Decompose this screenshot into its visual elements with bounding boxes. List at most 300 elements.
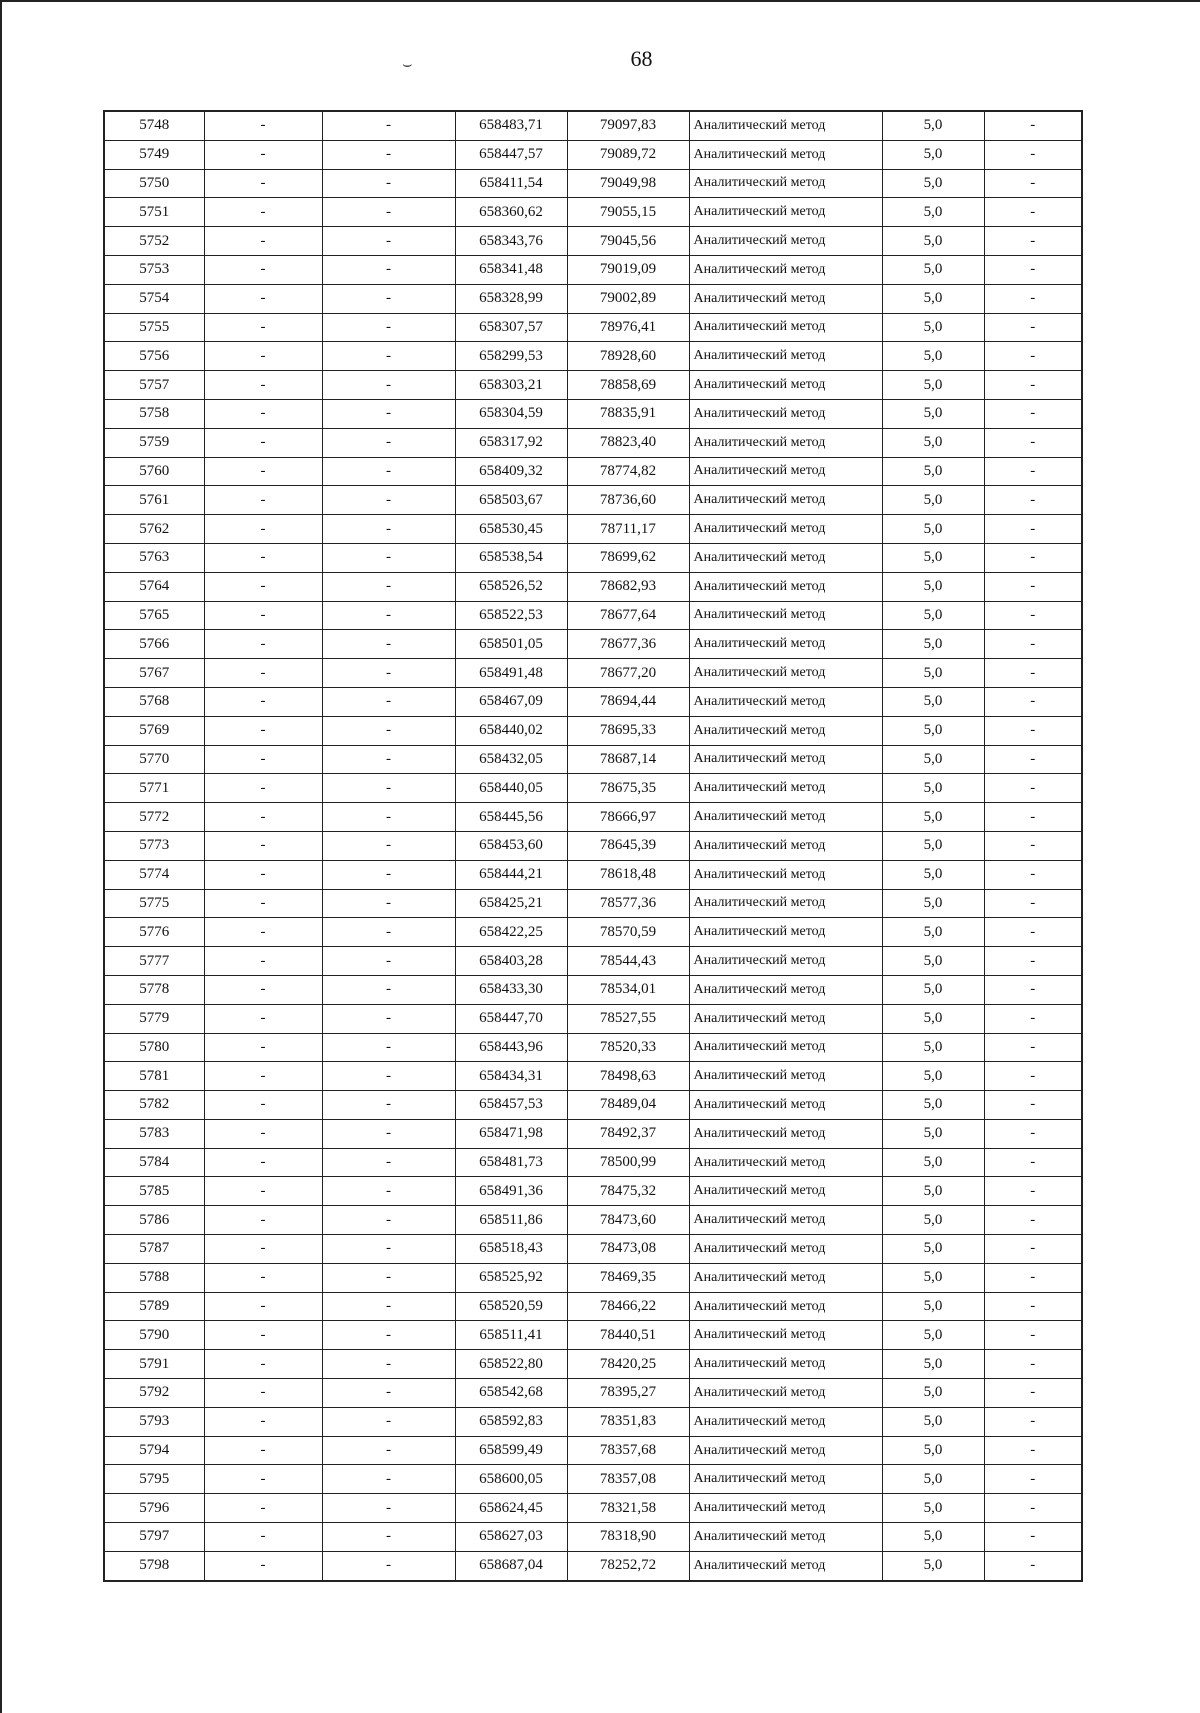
x-old-cell: - xyxy=(204,1292,322,1321)
x-old-cell: - xyxy=(204,1235,322,1264)
table-row xyxy=(104,630,1082,659)
x-coordinate-cell: 658600,05 xyxy=(455,1465,567,1494)
x-coordinate-cell: 658299,53 xyxy=(455,342,567,371)
method-cell: Аналитический метод xyxy=(689,111,882,140)
y-old-cell: - xyxy=(322,1465,455,1494)
y-coordinate-cell: 78928,60 xyxy=(567,342,689,371)
accuracy-cell: 5,0 xyxy=(882,1062,984,1091)
y-old-cell: - xyxy=(322,111,455,140)
point-number-cell: 5794 xyxy=(104,1436,204,1465)
point-number-cell: 5761 xyxy=(104,486,204,515)
description-cell: - xyxy=(984,1235,1082,1264)
accuracy-cell: 5,0 xyxy=(882,543,984,572)
method-cell: Аналитический метод xyxy=(689,572,882,601)
accuracy-cell: 5,0 xyxy=(882,169,984,198)
y-old-cell: - xyxy=(322,198,455,227)
table-row xyxy=(104,687,1082,716)
y-old-cell: - xyxy=(322,227,455,256)
table-row xyxy=(104,1235,1082,1264)
point-number-cell: 5749 xyxy=(104,140,204,169)
point-number-cell: 5795 xyxy=(104,1465,204,1494)
x-old-cell: - xyxy=(204,1551,322,1580)
method-cell: Аналитический метод xyxy=(689,1321,882,1350)
description-cell: - xyxy=(984,1119,1082,1148)
table-row xyxy=(104,1091,1082,1120)
table-row xyxy=(104,803,1082,832)
accuracy-cell: 5,0 xyxy=(882,975,984,1004)
table-row xyxy=(104,1004,1082,1033)
x-old-cell: - xyxy=(204,889,322,918)
method-cell: Аналитический метод xyxy=(689,486,882,515)
x-coordinate-cell: 658501,05 xyxy=(455,630,567,659)
method-cell: Аналитический метод xyxy=(689,947,882,976)
y-coordinate-cell: 78699,62 xyxy=(567,543,689,572)
table-row xyxy=(104,1177,1082,1206)
y-coordinate-cell: 78976,41 xyxy=(567,313,689,342)
description-cell: - xyxy=(984,918,1082,947)
description-cell: - xyxy=(984,1523,1082,1552)
x-coordinate-cell: 658440,02 xyxy=(455,716,567,745)
y-old-cell: - xyxy=(322,889,455,918)
description-cell: - xyxy=(984,543,1082,572)
accuracy-cell: 5,0 xyxy=(882,687,984,716)
description-cell: - xyxy=(984,198,1082,227)
y-old-cell: - xyxy=(322,1004,455,1033)
y-coordinate-cell: 79002,89 xyxy=(567,284,689,313)
x-coordinate-cell: 658433,30 xyxy=(455,975,567,1004)
description-cell: - xyxy=(984,1465,1082,1494)
method-cell: Аналитический метод xyxy=(689,1062,882,1091)
accuracy-cell: 5,0 xyxy=(882,1119,984,1148)
x-old-cell: - xyxy=(204,572,322,601)
y-coordinate-cell: 78544,43 xyxy=(567,947,689,976)
y-coordinate-cell: 78466,22 xyxy=(567,1292,689,1321)
point-number-cell: 5786 xyxy=(104,1206,204,1235)
y-old-cell: - xyxy=(322,1523,455,1552)
y-old-cell: - xyxy=(322,1263,455,1292)
y-old-cell: - xyxy=(322,169,455,198)
accuracy-cell: 5,0 xyxy=(882,1407,984,1436)
method-cell: Аналитический метод xyxy=(689,342,882,371)
method-cell: Аналитический метод xyxy=(689,1436,882,1465)
x-old-cell: - xyxy=(204,255,322,284)
y-old-cell: - xyxy=(322,543,455,572)
y-coordinate-cell: 78666,97 xyxy=(567,803,689,832)
table-row xyxy=(104,716,1082,745)
x-old-cell: - xyxy=(204,140,322,169)
description-cell: - xyxy=(984,1350,1082,1379)
x-coordinate-cell: 658317,92 xyxy=(455,428,567,457)
method-cell: Аналитический метод xyxy=(689,399,882,428)
table-row xyxy=(104,140,1082,169)
accuracy-cell: 5,0 xyxy=(882,1523,984,1552)
y-coordinate-cell: 78492,37 xyxy=(567,1119,689,1148)
method-cell: Аналитический метод xyxy=(689,255,882,284)
y-coordinate-cell: 79049,98 xyxy=(567,169,689,198)
y-old-cell: - xyxy=(322,399,455,428)
x-coordinate-cell: 658425,21 xyxy=(455,889,567,918)
y-coordinate-cell: 78351,83 xyxy=(567,1407,689,1436)
x-coordinate-cell: 658445,56 xyxy=(455,803,567,832)
method-cell: Аналитический метод xyxy=(689,774,882,803)
y-coordinate-cell: 78687,14 xyxy=(567,745,689,774)
accuracy-cell: 5,0 xyxy=(882,313,984,342)
x-coordinate-cell: 658467,09 xyxy=(455,687,567,716)
method-cell: Аналитический метод xyxy=(689,169,882,198)
y-old-cell: - xyxy=(322,860,455,889)
accuracy-cell: 5,0 xyxy=(882,399,984,428)
y-old-cell: - xyxy=(322,1379,455,1408)
table-row xyxy=(104,1465,1082,1494)
x-old-cell: - xyxy=(204,1436,322,1465)
x-old-cell: - xyxy=(204,1379,322,1408)
table-row xyxy=(104,169,1082,198)
description-cell: - xyxy=(984,774,1082,803)
x-coordinate-cell: 658687,04 xyxy=(455,1551,567,1580)
point-number-cell: 5797 xyxy=(104,1523,204,1552)
y-coordinate-cell: 78527,55 xyxy=(567,1004,689,1033)
x-coordinate-cell: 658343,76 xyxy=(455,227,567,256)
y-old-cell: - xyxy=(322,515,455,544)
method-cell: Аналитический метод xyxy=(689,975,882,1004)
x-old-cell: - xyxy=(204,284,322,313)
x-coordinate-cell: 658518,43 xyxy=(455,1235,567,1264)
point-number-cell: 5764 xyxy=(104,572,204,601)
x-coordinate-cell: 658447,57 xyxy=(455,140,567,169)
x-coordinate-cell: 658411,54 xyxy=(455,169,567,198)
description-cell: - xyxy=(984,1379,1082,1408)
description-cell: - xyxy=(984,745,1082,774)
x-coordinate-cell: 658444,21 xyxy=(455,860,567,889)
y-old-cell: - xyxy=(322,1321,455,1350)
y-old-cell: - xyxy=(322,284,455,313)
accuracy-cell: 5,0 xyxy=(882,515,984,544)
point-number-cell: 5755 xyxy=(104,313,204,342)
description-cell: - xyxy=(984,1004,1082,1033)
y-old-cell: - xyxy=(322,975,455,1004)
y-old-cell: - xyxy=(322,1235,455,1264)
x-old-cell: - xyxy=(204,515,322,544)
point-number-cell: 5781 xyxy=(104,1062,204,1091)
description-cell: - xyxy=(984,515,1082,544)
y-coordinate-cell: 78694,44 xyxy=(567,687,689,716)
y-coordinate-cell: 78858,69 xyxy=(567,371,689,400)
accuracy-cell: 5,0 xyxy=(882,947,984,976)
x-coordinate-cell: 658304,59 xyxy=(455,399,567,428)
description-cell: - xyxy=(984,1091,1082,1120)
table-row xyxy=(104,1379,1082,1408)
x-old-cell: - xyxy=(204,860,322,889)
table-row xyxy=(104,1321,1082,1350)
y-coordinate-cell: 78577,36 xyxy=(567,889,689,918)
y-old-cell: - xyxy=(322,342,455,371)
point-number-cell: 5767 xyxy=(104,659,204,688)
table-row xyxy=(104,1033,1082,1062)
y-coordinate-cell: 78473,60 xyxy=(567,1206,689,1235)
y-old-cell: - xyxy=(322,659,455,688)
y-coordinate-cell: 78774,82 xyxy=(567,457,689,486)
y-old-cell: - xyxy=(322,1551,455,1580)
x-old-cell: - xyxy=(204,1004,322,1033)
description-cell: - xyxy=(984,975,1082,1004)
page-number-text: 68 xyxy=(630,46,653,71)
method-cell: Аналитический метод xyxy=(689,1494,882,1523)
point-number-cell: 5763 xyxy=(104,543,204,572)
scan-mark: ⌣ xyxy=(402,56,413,73)
method-cell: Аналитический метод xyxy=(689,1407,882,1436)
table-row xyxy=(104,831,1082,860)
description-cell: - xyxy=(984,831,1082,860)
accuracy-cell: 5,0 xyxy=(882,1551,984,1580)
point-number-cell: 5751 xyxy=(104,198,204,227)
table-row xyxy=(104,572,1082,601)
y-coordinate-cell: 78252,72 xyxy=(567,1551,689,1580)
accuracy-cell: 5,0 xyxy=(882,601,984,630)
x-coordinate-cell: 658599,49 xyxy=(455,1436,567,1465)
y-old-cell: - xyxy=(322,745,455,774)
accuracy-cell: 5,0 xyxy=(882,1206,984,1235)
method-cell: Аналитический метод xyxy=(689,1206,882,1235)
point-number-cell: 5753 xyxy=(104,255,204,284)
point-number-cell: 5779 xyxy=(104,1004,204,1033)
y-old-cell: - xyxy=(322,601,455,630)
method-cell: Аналитический метод xyxy=(689,659,882,688)
y-old-cell: - xyxy=(322,255,455,284)
x-old-cell: - xyxy=(204,687,322,716)
point-number-cell: 5750 xyxy=(104,169,204,198)
x-coordinate-cell: 658491,48 xyxy=(455,659,567,688)
y-coordinate-cell: 79019,09 xyxy=(567,255,689,284)
point-number-cell: 5760 xyxy=(104,457,204,486)
description-cell: - xyxy=(984,371,1082,400)
x-coordinate-cell: 658511,41 xyxy=(455,1321,567,1350)
x-old-cell: - xyxy=(204,399,322,428)
accuracy-cell: 5,0 xyxy=(882,774,984,803)
table-row xyxy=(104,1263,1082,1292)
y-coordinate-cell: 78835,91 xyxy=(567,399,689,428)
accuracy-cell: 5,0 xyxy=(882,1177,984,1206)
accuracy-cell: 5,0 xyxy=(882,572,984,601)
accuracy-cell: 5,0 xyxy=(882,255,984,284)
y-old-cell: - xyxy=(322,1436,455,1465)
x-coordinate-cell: 658483,71 xyxy=(455,111,567,140)
description-cell: - xyxy=(984,140,1082,169)
accuracy-cell: 5,0 xyxy=(882,716,984,745)
x-coordinate-cell: 658522,80 xyxy=(455,1350,567,1379)
y-old-cell: - xyxy=(322,1091,455,1120)
y-coordinate-cell: 78682,93 xyxy=(567,572,689,601)
description-cell: - xyxy=(984,1033,1082,1062)
point-number-cell: 5785 xyxy=(104,1177,204,1206)
accuracy-cell: 5,0 xyxy=(882,889,984,918)
method-cell: Аналитический метод xyxy=(689,745,882,774)
x-old-cell: - xyxy=(204,1321,322,1350)
accuracy-cell: 5,0 xyxy=(882,745,984,774)
x-coordinate-cell: 658440,05 xyxy=(455,774,567,803)
y-coordinate-cell: 78357,08 xyxy=(567,1465,689,1494)
accuracy-cell: 5,0 xyxy=(882,1004,984,1033)
point-number-cell: 5770 xyxy=(104,745,204,774)
y-old-cell: - xyxy=(322,630,455,659)
y-coordinate-cell: 78675,35 xyxy=(567,774,689,803)
description-cell: - xyxy=(984,227,1082,256)
point-number-cell: 5784 xyxy=(104,1148,204,1177)
point-number-cell: 5759 xyxy=(104,428,204,457)
accuracy-cell: 5,0 xyxy=(882,1321,984,1350)
x-coordinate-cell: 658624,45 xyxy=(455,1494,567,1523)
x-coordinate-cell: 658471,98 xyxy=(455,1119,567,1148)
y-coordinate-cell: 78475,32 xyxy=(567,1177,689,1206)
table-row xyxy=(104,515,1082,544)
x-coordinate-cell: 658434,31 xyxy=(455,1062,567,1091)
x-old-cell: - xyxy=(204,601,322,630)
description-cell: - xyxy=(984,1206,1082,1235)
point-number-cell: 5762 xyxy=(104,515,204,544)
x-old-cell: - xyxy=(204,1263,322,1292)
description-cell: - xyxy=(984,169,1082,198)
accuracy-cell: 5,0 xyxy=(882,1494,984,1523)
point-number-cell: 5758 xyxy=(104,399,204,428)
method-cell: Аналитический метод xyxy=(689,889,882,918)
x-coordinate-cell: 658328,99 xyxy=(455,284,567,313)
table-row xyxy=(104,860,1082,889)
y-coordinate-cell: 78420,25 xyxy=(567,1350,689,1379)
x-old-cell: - xyxy=(204,1407,322,1436)
description-cell: - xyxy=(984,572,1082,601)
y-old-cell: - xyxy=(322,687,455,716)
table-row xyxy=(104,1436,1082,1465)
description-cell: - xyxy=(984,111,1082,140)
y-coordinate-cell: 78695,33 xyxy=(567,716,689,745)
x-old-cell: - xyxy=(204,227,322,256)
description-cell: - xyxy=(984,1551,1082,1580)
table-row xyxy=(104,371,1082,400)
y-coordinate-cell: 78469,35 xyxy=(567,1263,689,1292)
y-old-cell: - xyxy=(322,1407,455,1436)
y-coordinate-cell: 78321,58 xyxy=(567,1494,689,1523)
table-row xyxy=(104,1350,1082,1379)
description-cell: - xyxy=(984,284,1082,313)
accuracy-cell: 5,0 xyxy=(882,630,984,659)
description-cell: - xyxy=(984,860,1082,889)
y-coordinate-cell: 78498,63 xyxy=(567,1062,689,1091)
x-old-cell: - xyxy=(204,1206,322,1235)
point-number-cell: 5792 xyxy=(104,1379,204,1408)
y-old-cell: - xyxy=(322,1494,455,1523)
description-cell: - xyxy=(984,803,1082,832)
table-row xyxy=(104,227,1082,256)
point-number-cell: 5768 xyxy=(104,687,204,716)
x-coordinate-cell: 658491,36 xyxy=(455,1177,567,1206)
x-old-cell: - xyxy=(204,1033,322,1062)
method-cell: Аналитический метод xyxy=(689,515,882,544)
description-cell: - xyxy=(984,342,1082,371)
point-number-cell: 5752 xyxy=(104,227,204,256)
x-coordinate-cell: 658538,54 xyxy=(455,543,567,572)
method-cell: Аналитический метод xyxy=(689,198,882,227)
table-row xyxy=(104,947,1082,976)
method-cell: Аналитический метод xyxy=(689,803,882,832)
y-coordinate-cell: 78618,48 xyxy=(567,860,689,889)
table-row xyxy=(104,1494,1082,1523)
method-cell: Аналитический метод xyxy=(689,860,882,889)
point-number-cell: 5796 xyxy=(104,1494,204,1523)
x-old-cell: - xyxy=(204,313,322,342)
point-number-cell: 5773 xyxy=(104,831,204,860)
table-row xyxy=(104,198,1082,227)
x-old-cell: - xyxy=(204,543,322,572)
accuracy-cell: 5,0 xyxy=(882,1379,984,1408)
method-cell: Аналитический метод xyxy=(689,371,882,400)
point-number-cell: 5780 xyxy=(104,1033,204,1062)
method-cell: Аналитический метод xyxy=(689,687,882,716)
description-cell: - xyxy=(984,947,1082,976)
x-coordinate-cell: 658360,62 xyxy=(455,198,567,227)
description-cell: - xyxy=(984,1321,1082,1350)
point-number-cell: 5748 xyxy=(104,111,204,140)
y-old-cell: - xyxy=(322,1350,455,1379)
x-old-cell: - xyxy=(204,716,322,745)
y-coordinate-cell: 78677,64 xyxy=(567,601,689,630)
description-cell: - xyxy=(984,1407,1082,1436)
x-old-cell: - xyxy=(204,111,322,140)
y-old-cell: - xyxy=(322,1177,455,1206)
x-coordinate-cell: 658542,68 xyxy=(455,1379,567,1408)
method-cell: Аналитический метод xyxy=(689,313,882,342)
point-number-cell: 5790 xyxy=(104,1321,204,1350)
method-cell: Аналитический метод xyxy=(689,1033,882,1062)
y-coordinate-cell: 78473,08 xyxy=(567,1235,689,1264)
table-row xyxy=(104,918,1082,947)
accuracy-cell: 5,0 xyxy=(882,111,984,140)
description-cell: - xyxy=(984,486,1082,515)
method-cell: Аналитический метод xyxy=(689,1551,882,1580)
accuracy-cell: 5,0 xyxy=(882,428,984,457)
table-row xyxy=(104,399,1082,428)
accuracy-cell: 5,0 xyxy=(882,1436,984,1465)
point-number-cell: 5757 xyxy=(104,371,204,400)
accuracy-cell: 5,0 xyxy=(882,140,984,169)
description-cell: - xyxy=(984,1292,1082,1321)
x-coordinate-cell: 658481,73 xyxy=(455,1148,567,1177)
y-old-cell: - xyxy=(322,716,455,745)
table-row xyxy=(104,1523,1082,1552)
x-coordinate-cell: 658443,96 xyxy=(455,1033,567,1062)
accuracy-cell: 5,0 xyxy=(882,1292,984,1321)
y-old-cell: - xyxy=(322,1292,455,1321)
description-cell: - xyxy=(984,601,1082,630)
x-old-cell: - xyxy=(204,1177,322,1206)
point-number-cell: 5789 xyxy=(104,1292,204,1321)
y-coordinate-cell: 78489,04 xyxy=(567,1091,689,1120)
y-old-cell: - xyxy=(322,1033,455,1062)
accuracy-cell: 5,0 xyxy=(882,659,984,688)
table-row xyxy=(104,1551,1082,1580)
description-cell: - xyxy=(984,889,1082,918)
x-old-cell: - xyxy=(204,1523,322,1552)
table-row xyxy=(104,543,1082,572)
accuracy-cell: 5,0 xyxy=(882,371,984,400)
x-coordinate-cell: 658453,60 xyxy=(455,831,567,860)
x-old-cell: - xyxy=(204,918,322,947)
method-cell: Аналитический метод xyxy=(689,284,882,313)
description-cell: - xyxy=(984,457,1082,486)
accuracy-cell: 5,0 xyxy=(882,342,984,371)
y-coordinate-cell: 78318,90 xyxy=(567,1523,689,1552)
table-row xyxy=(104,975,1082,1004)
point-number-cell: 5778 xyxy=(104,975,204,1004)
point-number-cell: 5777 xyxy=(104,947,204,976)
